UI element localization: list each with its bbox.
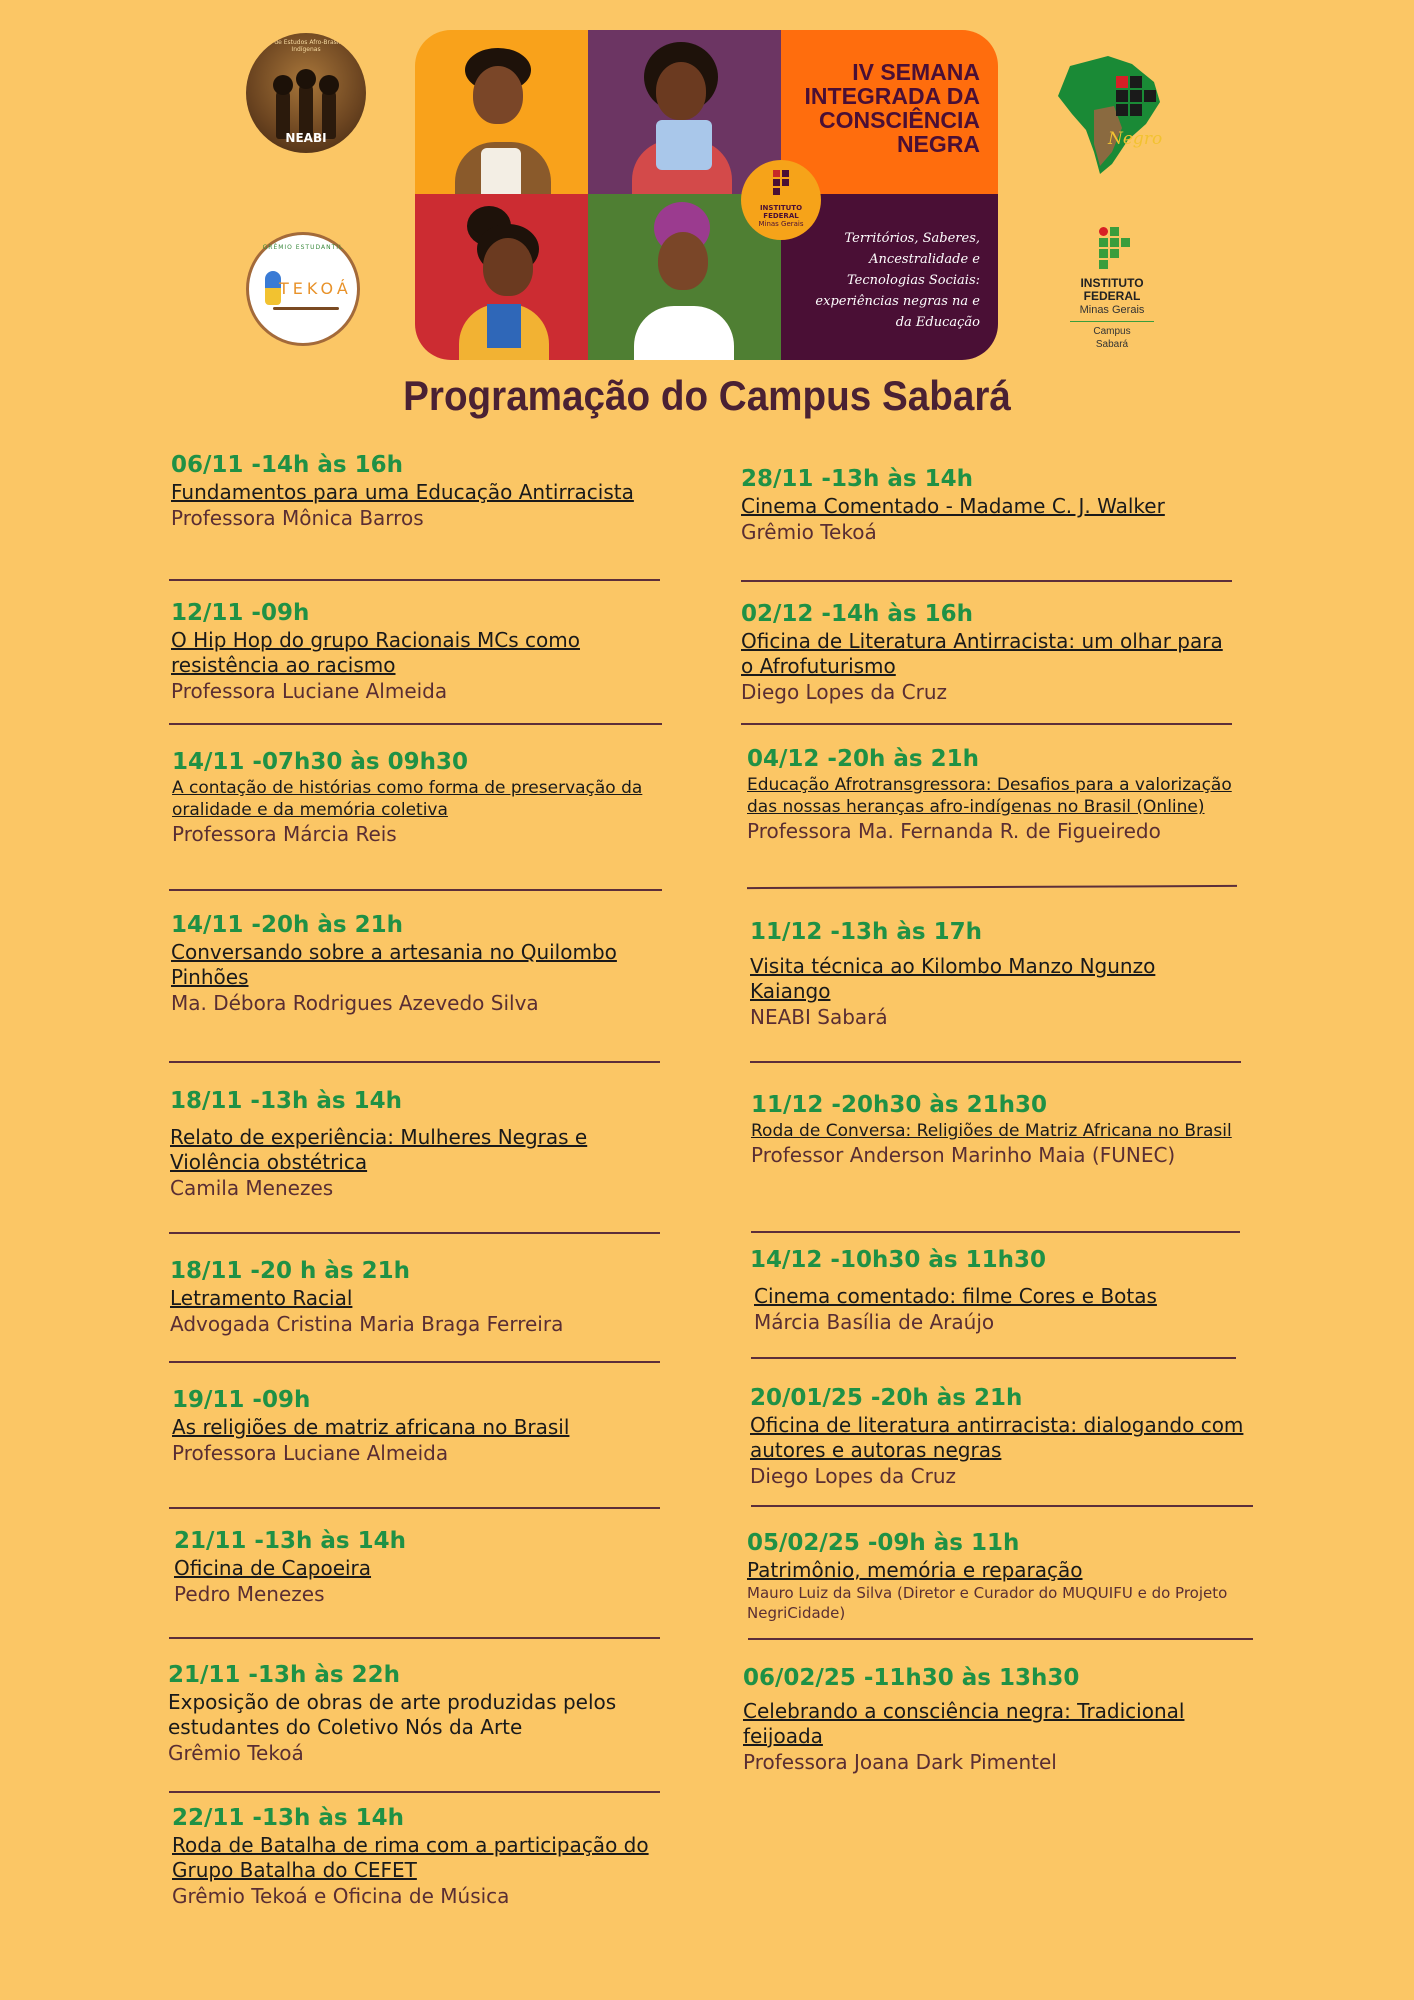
divider (169, 1637, 660, 1639)
brasil-africa-logo (1050, 52, 1174, 178)
divider (747, 885, 1237, 889)
tekoa-logo-label: TEKOÁ (279, 279, 352, 298)
event-title: Oficina de Literatura Antirracista: um olhar para o Afrofuturismo (741, 629, 1223, 678)
event-date: 06/02/25 -11h30 às 13h30 (743, 1665, 1080, 1691)
page-title: Programação do Campus Sabará (403, 372, 1011, 419)
event-title: Relato de experiência: Mulheres Negras e Violência obstétrica (170, 1125, 588, 1174)
event-speaker: Pedro Menezes (174, 1582, 325, 1606)
divider (748, 1638, 1253, 1640)
event-item (751, 1090, 1251, 1168)
event-title: A contação de histórias como forma de preservação da oralidade e da memória coletiva (172, 778, 643, 820)
divider (741, 723, 1232, 725)
tekoa-logo (246, 232, 360, 346)
event-speaker: Advogada Cristina Maria Braga Ferreira (170, 1312, 564, 1336)
if-logo-name: INSTITUTO FEDERAL (1080, 276, 1144, 303)
if-badge: INSTITUTO FEDERAL Minas Gerais (741, 160, 821, 240)
banner-subtitle: Territórios, Saberes, Ancestralidade e Tecnologias Sociais: experiências negras na e da Educação (815, 231, 980, 330)
event-title: Visita técnica ao Kilombo Manzo Ngunzo Kaiango (750, 954, 1156, 1003)
event-item (750, 1245, 1230, 1335)
event-item (747, 744, 1252, 844)
event-date: 28/11 -13h às 14h (741, 466, 973, 492)
illustration-woman-tablet (588, 30, 781, 194)
event-speaker: Camila Menezes (170, 1176, 334, 1200)
event-speaker: NEABI Sabará (750, 1005, 888, 1029)
event-item (750, 1383, 1250, 1489)
event-date: 18/11 -20 h às 21h (170, 1258, 410, 1284)
divider (751, 1505, 1253, 1507)
neabi-logo (246, 33, 366, 153)
event-item (172, 747, 662, 847)
event-date: 12/11 -09h (171, 600, 310, 626)
event-title: Cinema Comentado - Madame C. J. Walker (741, 494, 1165, 518)
neabi-logo-caption: Núcleo de Estudos Afro-Brasileiros e Indígenas (251, 39, 361, 53)
brasil-logo-label: Negro (1108, 129, 1163, 149)
event-speaker: Ma. Débora Rodrigues Azevedo Silva (171, 991, 539, 1015)
divider (169, 889, 662, 891)
event-item (174, 1526, 654, 1607)
event-date: 21/11 -13h às 14h (174, 1528, 406, 1554)
if-logo-state: Minas Gerais (1079, 304, 1145, 316)
event-speaker: Professora Márcia Reis (172, 822, 397, 846)
event-date: 14/11 -20h às 21h (171, 912, 403, 938)
event-item (741, 464, 1241, 545)
event-item (171, 910, 651, 1016)
event-date: 06/11 -14h às 16h (171, 452, 403, 478)
event-date: 22/11 -13h às 14h (172, 1805, 404, 1831)
divider (741, 580, 1232, 582)
event-speaker: Professora Luciane Almeida (171, 679, 448, 703)
divider (169, 1507, 660, 1509)
event-speaker: Márcia Basília de Araújo (754, 1310, 995, 1334)
divider (169, 1232, 660, 1234)
event-date: 11/12 -20h30 às 21h30 (751, 1092, 1047, 1118)
divider (169, 579, 660, 581)
divider (169, 1061, 660, 1063)
event-title: Oficina de literatura antirracista: dialogando com autores e autoras negras (750, 1413, 1244, 1462)
event-date: 02/12 -14h às 16h (741, 601, 973, 627)
event-speaker: Professora Joana Dark Pimentel (743, 1750, 1057, 1774)
event-speaker: Grêmio Tekoá e Oficina de Música (172, 1884, 510, 1908)
event-title: Conversando sobre a artesania no Quilombo Pinhões (171, 940, 617, 989)
event-title: Patrimônio, memória e reparação (747, 1558, 1083, 1582)
event-item (741, 599, 1231, 705)
event-date: 11/12 -13h às 17h (750, 919, 982, 945)
event-item (747, 1528, 1247, 1623)
divider (169, 1791, 660, 1793)
event-date: 04/12 -20h às 21h (747, 746, 979, 772)
event-item (750, 917, 1230, 1030)
event-date: 21/11 -13h às 22h (168, 1662, 400, 1688)
event-speaker: Mauro Luiz da Silva (Diretor e Curador do MUQUIFU e do Projeto NegriCidade) (747, 1584, 1228, 1622)
event-title: Roda de Batalha de rima com a participação do Grupo Batalha do CEFET (172, 1833, 649, 1882)
event-title: Exposição de obras de arte produzidas pelos estudantes do Coletivo Nós da Arte (168, 1690, 617, 1739)
event-title: Roda de Conversa: Religiões de Matriz Africana no Brasil (751, 1121, 1232, 1141)
event-item (170, 1086, 660, 1201)
event-date: 20/01/25 -20h às 21h (750, 1385, 1023, 1411)
illustration-girl-books (415, 194, 588, 360)
event-item (171, 598, 661, 704)
event-date: 19/11 -09h (172, 1387, 311, 1413)
event-title: Oficina de Capoeira (174, 1556, 372, 1580)
event-banner (415, 30, 998, 360)
event-date: 05/02/25 -09h às 11h (747, 1530, 1020, 1556)
event-item (172, 1803, 672, 1909)
banner-title-panel (781, 30, 998, 194)
event-speaker: Diego Lopes da Cruz (750, 1464, 957, 1488)
event-item (172, 1385, 652, 1466)
event-speaker: Professora Luciane Almeida (172, 1441, 449, 1465)
divider (169, 1361, 660, 1363)
illustration-man (415, 30, 588, 194)
if-campus-sabara-logo (1068, 225, 1156, 353)
neabi-logo-label: NEABI (285, 131, 327, 145)
event-title: Cinema comentado: filme Cores e Botas (754, 1284, 1157, 1308)
banner-title: IV SEMANA INTEGRADA DA CONSCIÊNCIA NEGRA (804, 59, 980, 157)
divider (169, 723, 662, 725)
event-item (170, 1256, 650, 1337)
divider (751, 1357, 1236, 1359)
event-speaker: Professora Ma. Fernanda R. de Figueiredo (747, 819, 1161, 843)
event-title: Celebrando a consciência negra: Tradicional feijoada (743, 1699, 1185, 1748)
event-item (171, 450, 651, 531)
event-speaker: Diego Lopes da Cruz (741, 680, 948, 704)
event-speaker: Professora Mônica Barros (171, 506, 424, 530)
event-date: 14/11 -07h30 às 09h30 (172, 749, 468, 775)
event-speaker: Grêmio Tekoá (741, 520, 877, 544)
tekoa-logo-arc: GRÊMIO ESTUDANTIL (262, 244, 344, 251)
event-date: 18/11 -13h às 14h (170, 1088, 402, 1114)
divider (751, 1231, 1240, 1233)
event-title: Fundamentos para uma Educação Antirracista (171, 480, 634, 504)
event-title: As religiões de matriz africana no Brasil (172, 1415, 570, 1439)
divider (750, 1061, 1241, 1063)
event-title: Letramento Racial (170, 1286, 353, 1310)
event-title: O Hip Hop do grupo Racionais MCs como resistência ao racismo (171, 628, 580, 677)
event-speaker: Grêmio Tekoá (168, 1741, 304, 1765)
event-item (743, 1663, 1243, 1775)
event-speaker: Professor Anderson Marinho Maia (FUNEC) (751, 1143, 1176, 1167)
event-title: Educação Afrotransgressora: Desafios para a valorização das nossas heranças afro-indígenas no Brasil (Online) (747, 775, 1232, 817)
event-item (168, 1660, 668, 1766)
if-logo-campus: Campus Sabará (1093, 326, 1131, 350)
event-date: 14/12 -10h30 às 11h30 (750, 1247, 1046, 1273)
